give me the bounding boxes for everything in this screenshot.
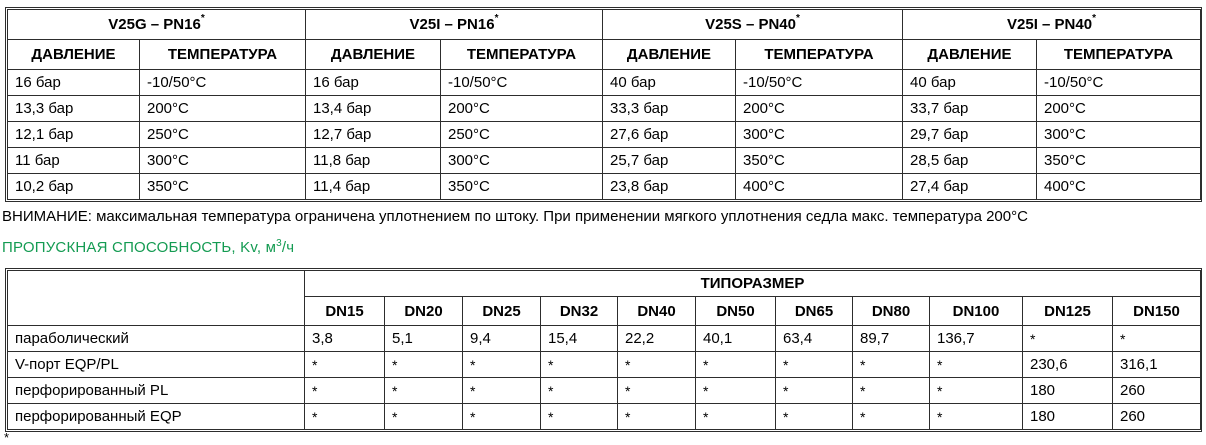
temperature-cell: 350°C [736, 148, 903, 174]
temperature-cell: 200°C [140, 96, 306, 122]
pressure-cell: 33,3 бар [603, 96, 736, 122]
pressure-cell: 12,7 бар [306, 122, 441, 148]
kv-value-cell: * [463, 352, 541, 378]
temperature-cell: -10/50°C [140, 70, 306, 96]
kv-table-frame [5, 268, 1202, 432]
size-header-dn125: DN125 [1023, 297, 1113, 326]
pressure-cell: 29,7 бар [903, 122, 1037, 148]
pressure-cell: 13,3 бар [8, 96, 140, 122]
kv-value-cell: * [541, 352, 618, 378]
kv-data-row [8, 352, 1201, 378]
temperature-cell: -10/50°C [441, 70, 603, 96]
pressure-cell: 40 бар [903, 70, 1037, 96]
kv-value-cell: * [463, 378, 541, 404]
pressure-cell: 28,5 бар [903, 148, 1037, 174]
valve-title [306, 10, 603, 40]
kv-value-cell: * [853, 378, 930, 404]
kv-heading-unit-suffix: /ч [281, 239, 295, 256]
temperature-cell: -10/50°C [1037, 70, 1201, 96]
temperature-cell: 300°C [736, 122, 903, 148]
size-header-dn150: DN150 [1113, 297, 1201, 326]
kv-value-cell: * [385, 352, 463, 378]
kv-value-cell: 15,4 [541, 326, 618, 352]
kv-data-row [8, 378, 1201, 404]
kv-value-cell: * [541, 378, 618, 404]
size-group-header: ТИПОРАЗМЕР [305, 271, 1201, 297]
valve-title [903, 10, 1201, 40]
kv-value-cell: * [696, 352, 776, 378]
kv-value-cell: * [930, 404, 1023, 430]
pressure-cell: 11,4 бар [306, 174, 441, 200]
size-header-dn32: DN32 [541, 297, 618, 326]
size-header-dn25: DN25 [463, 297, 541, 326]
kv-value-cell: 5,1 [385, 326, 463, 352]
pressure-cell: 33,7 бар [903, 96, 1037, 122]
valve-title-footnote-ref: * [796, 13, 800, 24]
temperature-cell: 200°C [736, 96, 903, 122]
pressure-cell: 13,4 бар [306, 96, 441, 122]
kv-value-cell: 180 [1023, 378, 1113, 404]
pressure-cell: 16 бар [8, 70, 140, 96]
kv-value-cell: * [1113, 326, 1201, 352]
kv-data-row [8, 404, 1201, 430]
pressure-cell: 11 бар [8, 148, 140, 174]
kv-value-cell: * [853, 404, 930, 430]
temperature-cell: 300°C [140, 148, 306, 174]
kv-value-cell: * [618, 378, 696, 404]
temperature-header: ТЕМПЕРАТУРА [441, 40, 603, 70]
temperature-cell: 250°C [140, 122, 306, 148]
pt-data-row [8, 174, 1201, 200]
kv-value-cell: * [696, 378, 776, 404]
kv-value-cell: * [776, 404, 853, 430]
pt-data-row [8, 148, 1201, 174]
pressure-cell: 10,2 бар [8, 174, 140, 200]
kv-value-cell: 180 [1023, 404, 1113, 430]
kv-value-cell: * [776, 378, 853, 404]
kv-value-cell: * [696, 404, 776, 430]
kv-value-cell: 136,7 [930, 326, 1023, 352]
valve-title-text: V25G – PN16 [108, 16, 201, 33]
temperature-cell: 350°C [1037, 148, 1201, 174]
pressure-cell: 11,8 бар [306, 148, 441, 174]
kv-value-cell: * [385, 378, 463, 404]
temperature-cell: 400°C [1037, 174, 1201, 200]
flow-characteristic-label: перфорированный PL [8, 378, 305, 404]
temperature-cell: 300°C [441, 148, 603, 174]
kv-value-cell: * [385, 404, 463, 430]
kv-value-cell: * [618, 404, 696, 430]
valve-title-text: V25S – PN40 [705, 16, 796, 33]
kv-value-cell: 9,4 [463, 326, 541, 352]
pressure-cell: 40 бар [603, 70, 736, 96]
pressure-cell: 23,8 бар [603, 174, 736, 200]
size-header-dn20: DN20 [385, 297, 463, 326]
pt-column-header-row [8, 40, 1201, 70]
size-header-dn100: DN100 [930, 297, 1023, 326]
size-header-dn80: DN80 [853, 297, 930, 326]
pressure-header: ДАВЛЕНИЕ [306, 40, 441, 70]
temperature-header: ТЕМПЕРАТУРА [736, 40, 903, 70]
kv-value-cell: * [305, 378, 385, 404]
kv-value-cell: * [463, 404, 541, 430]
footnote-asterisk: * [4, 430, 10, 445]
kv-label-column-header [8, 271, 305, 326]
pt-data-row [8, 96, 1201, 122]
kv-value-cell: * [1023, 326, 1113, 352]
valve-title [603, 10, 903, 40]
kv-value-cell: 89,7 [853, 326, 930, 352]
kv-value-cell: * [853, 352, 930, 378]
valve-title-footnote-ref: * [200, 13, 205, 24]
temperature-cell: 200°C [441, 96, 603, 122]
valve-title-row [8, 10, 1201, 40]
pressure-cell: 27,4 бар [903, 174, 1037, 200]
temperature-cell: 350°C [441, 174, 603, 200]
pressure-cell: 16 бар [306, 70, 441, 96]
kv-group-header-row [8, 271, 1201, 297]
pressure-header: ДАВЛЕНИЕ [603, 40, 736, 70]
temperature-cell: -10/50°C [736, 70, 903, 96]
kv-table [7, 270, 1201, 430]
flow-characteristic-label: перфорированный EQP [8, 404, 305, 430]
temperature-cell: 350°C [140, 174, 306, 200]
kv-value-cell: * [305, 404, 385, 430]
kv-value-cell: * [930, 378, 1023, 404]
kv-value-cell: 260 [1113, 378, 1201, 404]
temperature-cell: 250°C [441, 122, 603, 148]
valve-title [8, 10, 306, 40]
kv-value-cell: 260 [1113, 404, 1201, 430]
kv-value-cell: * [930, 352, 1023, 378]
temperature-cell: 200°C [1037, 96, 1201, 122]
size-header-dn40: DN40 [618, 297, 696, 326]
kv-value-cell: * [618, 352, 696, 378]
kv-data-row [8, 326, 1201, 352]
valve-title-footnote-ref: * [494, 13, 499, 24]
valve-title-footnote-ref: * [1092, 13, 1096, 24]
temperature-cell: 300°C [1037, 122, 1201, 148]
kv-value-cell: 63,4 [776, 326, 853, 352]
pressure-cell: 25,7 бар [603, 148, 736, 174]
kv-value-cell: 22,2 [618, 326, 696, 352]
temperature-cell: 400°C [736, 174, 903, 200]
kv-heading-superscript: 3 [276, 238, 282, 249]
kv-value-cell: 40,1 [696, 326, 776, 352]
kv-heading-text: ПРОПУСКНАЯ СПОСОБНОСТЬ, Kv, м [2, 239, 277, 256]
flow-characteristic-label: V-порт EQP/PL [8, 352, 305, 378]
valve-title-text: V25I – PN16 [409, 16, 495, 33]
valve-title-text: V25I – PN40 [1007, 16, 1093, 33]
kv-value-cell: * [776, 352, 853, 378]
pressure-temperature-table [7, 9, 1201, 200]
kv-value-cell: 316,1 [1113, 352, 1201, 378]
kv-value-cell: 230,6 [1023, 352, 1113, 378]
pressure-header: ДАВЛЕНИЕ [8, 40, 140, 70]
attention-note: ВНИМАНИЕ: максимальная температура ограничена уплотнением по штоку. При применении мягкого уплотнения седла макс. температура 200°C [2, 208, 1028, 225]
pressure-cell: 27,6 бар [603, 122, 736, 148]
pressure-temperature-table-frame [5, 7, 1202, 202]
pt-data-row [8, 70, 1201, 96]
temperature-header: ТЕМПЕРАТУРА [140, 40, 306, 70]
kv-value-cell: * [305, 352, 385, 378]
size-header-dn50: DN50 [696, 297, 776, 326]
kv-value-cell: * [541, 404, 618, 430]
size-header-dn15: DN15 [305, 297, 385, 326]
pressure-header: ДАВЛЕНИЕ [903, 40, 1037, 70]
pressure-cell: 12,1 бар [8, 122, 140, 148]
kv-value-cell: 3,8 [305, 326, 385, 352]
temperature-header: ТЕМПЕРАТУРА [1037, 40, 1201, 70]
size-header-dn65: DN65 [776, 297, 853, 326]
pt-data-row [8, 122, 1201, 148]
kv-capacity-heading [2, 238, 1206, 256]
flow-characteristic-label: параболический [8, 326, 305, 352]
